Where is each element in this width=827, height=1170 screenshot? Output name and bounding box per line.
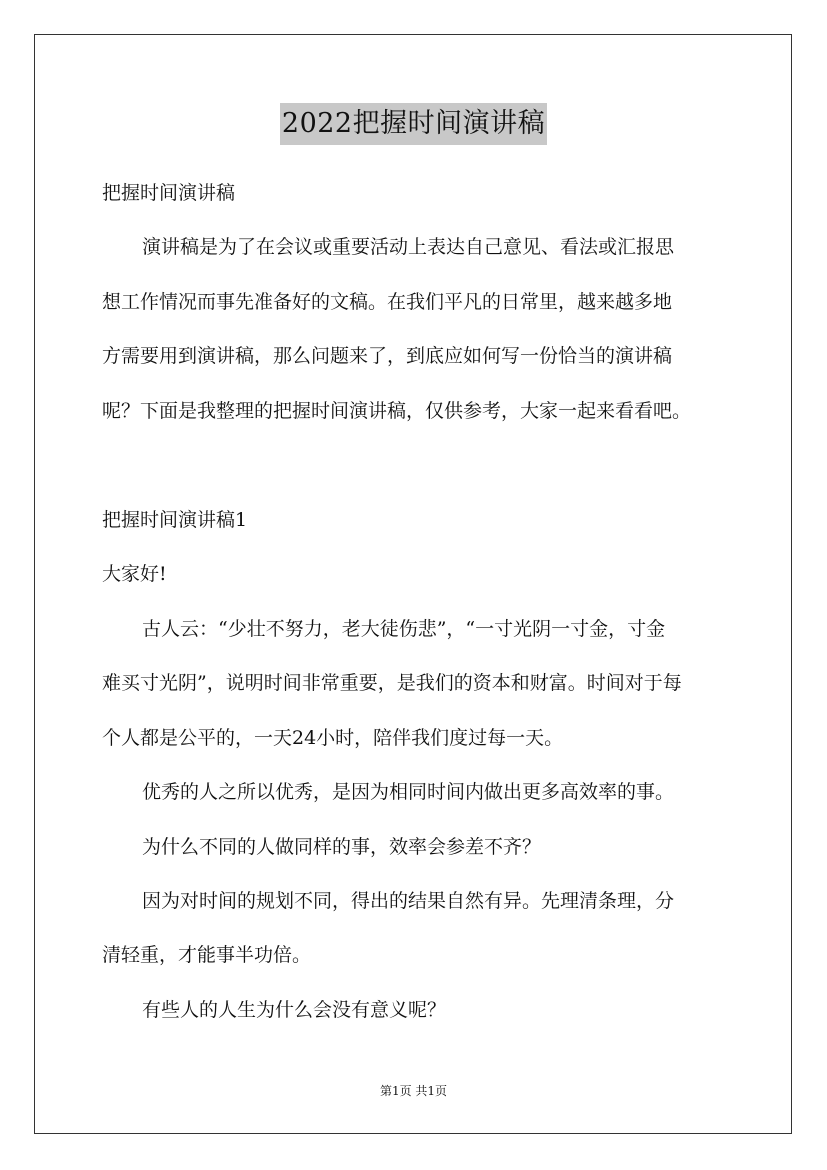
intro-line: 呢？下面是我整理的把握时间演讲稿，仅供参考，大家一起来看看吧。	[102, 400, 692, 422]
body-line: 清轻重，才能事半功倍。	[102, 944, 312, 966]
intro-line: 演讲稿是为了在会议或重要活动上表达自己意见、看法或汇报思	[142, 236, 675, 258]
body-line: 难买寸光阴”，说明时间非常重要，是我们的资本和财富。时间对于每	[102, 672, 682, 694]
body-line: 优秀的人之所以优秀，是因为相同时间内做出更多高效率的事。	[142, 781, 675, 803]
document-subtitle: 把握时间演讲稿	[102, 182, 236, 204]
section-heading: 把握时间演讲稿1	[102, 509, 248, 531]
greeting: 大家好!	[102, 563, 167, 585]
body-line: 有些人的人生为什么会没有意义呢？	[142, 999, 447, 1021]
body-line: 古人云：“少壮不努力，老大徒伤悲”，“一寸光阴一寸金，寸金	[142, 618, 666, 640]
page-footer: 第1页 共1页	[379, 1084, 448, 1098]
document-title: 2022把握时间演讲稿	[280, 103, 547, 145]
body-line: 为什么不同的人做同样的事，效率会参差不齐？	[142, 836, 542, 858]
intro-line: 方需要用到演讲稿，那么问题来了，到底应如何写一份恰当的演讲稿	[102, 345, 673, 367]
intro-line: 想工作情况而事先准备好的文稿。在我们平凡的日常里，越来越多地	[102, 291, 673, 313]
body-line: 因为对时间的规划不同，得出的结果自然有异。先理清条理，分	[142, 890, 675, 912]
body-line: 个人都是公平的，一天24小时，陪伴我们度过每一天。	[102, 727, 564, 749]
title-container	[0, 103, 827, 145]
